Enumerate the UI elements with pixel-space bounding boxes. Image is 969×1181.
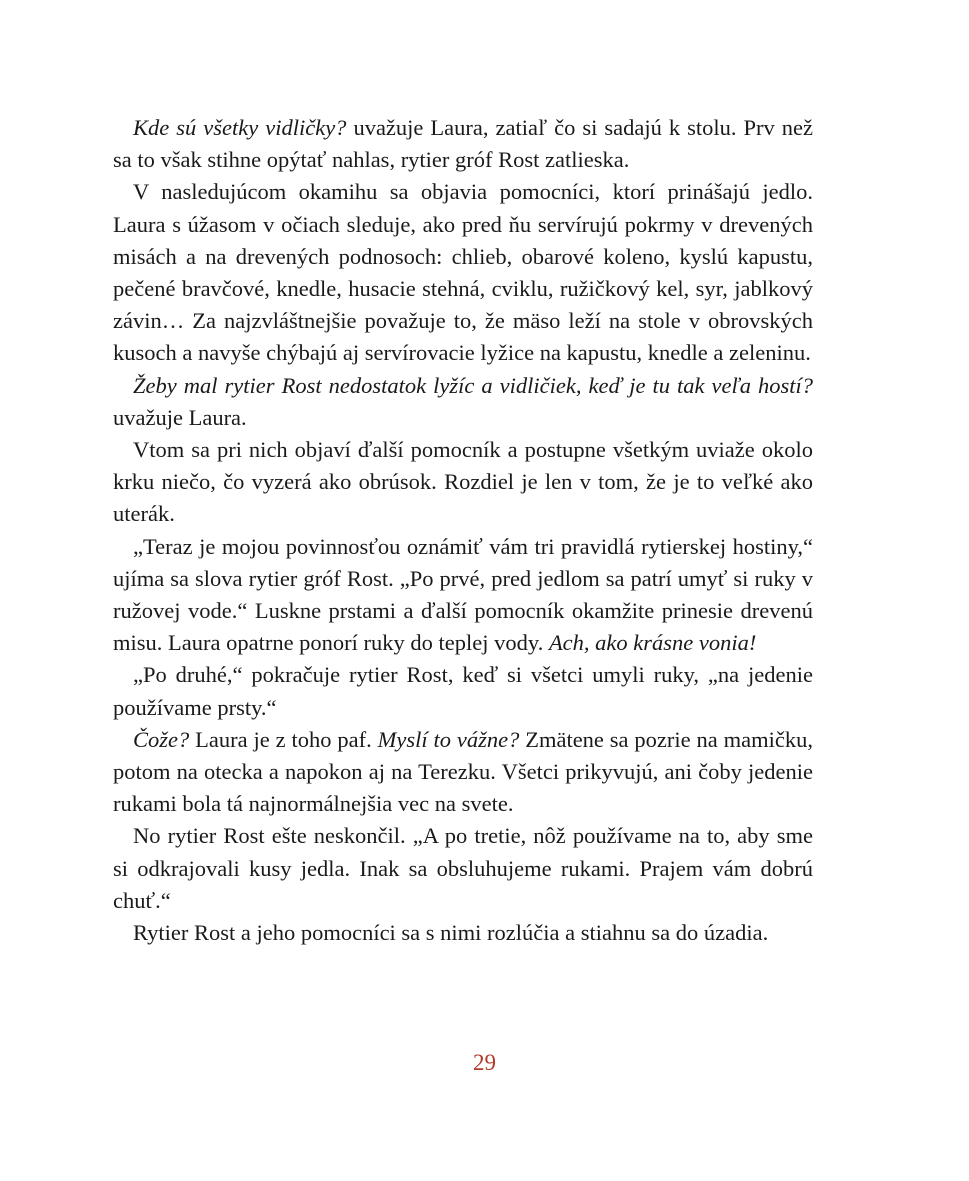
body-text — [113, 112, 813, 949]
text-run: Vtom sa pri nich objaví ďalší pomocník a postupne všetkým uviaže okolo krku niečo, čo vyzerá ako obrúsok. Rozdiel je len v tom, že je to veľké ako uterák. — [113, 437, 813, 527]
italic-run: Žeby mal rytier Rost nedostatok lyžíc a vidličiek, keď je tu tak veľa hostí? — [133, 372, 813, 398]
text-run: „Po druhé,“ pokračuje rytier Rost, keď si všetci umyli ruky, „na jedenie používame prsty.“ — [113, 662, 813, 720]
paragraph — [113, 724, 813, 821]
italic-run: Čože? — [133, 726, 190, 752]
text-run: No rytier Rost ešte neskončil. „A po tretie, nôž používame na to, aby sme si odkrajovali kusy jedla. Inak sa obsluhujeme rukami. Prajem vám dobrú chuť.“ — [113, 823, 813, 913]
paragraph — [113, 176, 813, 369]
paragraph — [113, 112, 813, 176]
paragraph — [113, 370, 813, 434]
page-number: 29 — [473, 1050, 496, 1075]
italic-run: Myslí to vážne? — [377, 726, 520, 752]
paragraph — [113, 434, 813, 531]
text-run: „Teraz je mojou povinnosťou oznámiť vám tri pravidlá rytierskej hostiny,“ ujíma sa slova rytier gróf Rost. „Po prvé, pred jedlom sa patrí umyť si ruky v ružovej vode.“ Luskne prstami a ďalší pomocník okamžite prinesie drevenú misu. Laura opatrne ponorí ruky do teplej vody. — [113, 533, 813, 656]
text-run: uvažuje Laura. — [113, 404, 247, 430]
text-run: Zmätene sa pozrie na mamičku, potom na otecka a napokon aj na Terezku. Všetci prikyvujú, ani čoby jedenie rukami bola tá najnormálnejšia vec na svete. — [113, 726, 813, 817]
italic-run: Kde sú všetky vidličky? — [133, 115, 347, 140]
text-run: V nasledujúcom okamihu sa objavia pomocníci, ktorí prinášajú jedlo. Laura s úžasom v očiach sleduje, ako pred ňu servírujú pokrmy v drevených misách a na drevených podnosoch: chlieb, obarové koleno, kyslú kapustu, pečené bravčové, knedle, husacie stehná, cviklu, ružičkový kel, syr, jablkový závin… Za najzvláštnejšie považuje to, že mäso leží na stole v obrovských kusoch a navyše chýbajú aj servírovacie lyžice na kapustu, knedle a zeleninu. — [113, 179, 813, 366]
text-run: Laura je z toho paf. — [189, 726, 378, 752]
paragraph — [113, 820, 813, 917]
italic-run: Ach, ako krásne vonia! — [548, 630, 757, 656]
text-run: Rytier Rost a jeho pomocníci sa s nimi rozlúčia a stiahnu sa do úzadia. — [133, 920, 769, 946]
paragraph — [113, 659, 813, 723]
paragraph — [113, 917, 813, 949]
paragraph — [113, 531, 813, 660]
text-run: uvažuje Laura, zatiaľ čo si sadajú k stolu. Prv než sa to však stihne opýtať nahlas, rytier gróf Rost zatlieska. — [113, 115, 813, 173]
